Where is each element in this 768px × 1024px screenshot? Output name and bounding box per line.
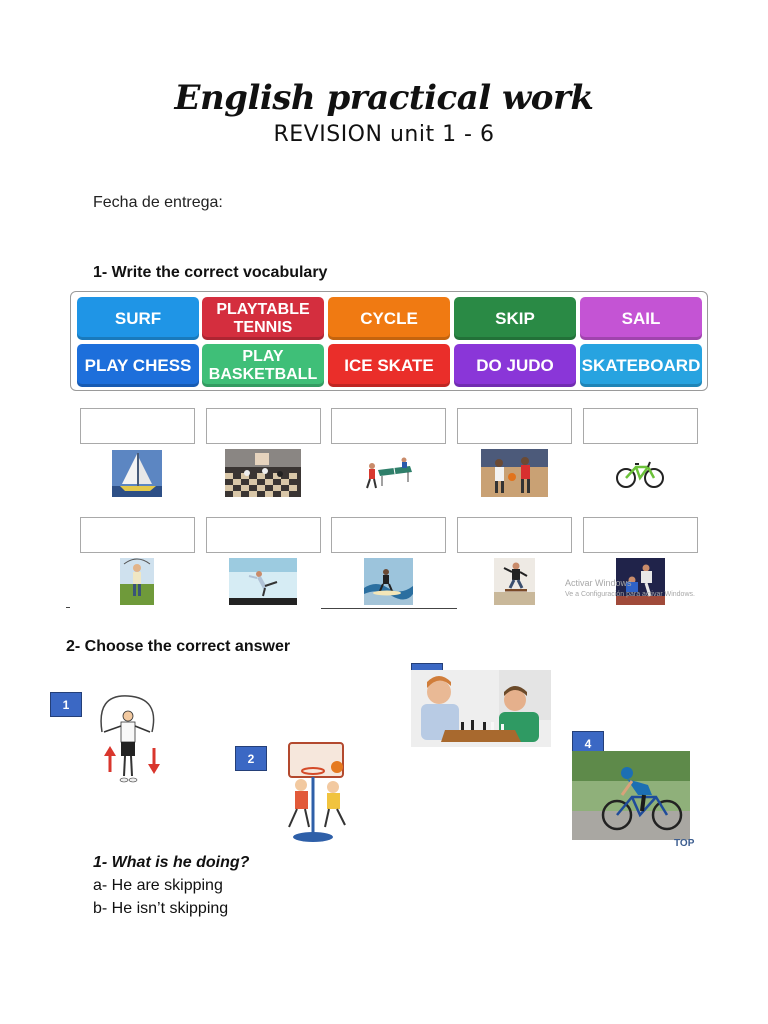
badge-2: 2 bbox=[235, 746, 267, 771]
skateboarding-picture bbox=[494, 558, 535, 605]
answer-box-5[interactable] bbox=[583, 408, 698, 444]
word-chip-play-chess: PLAY CHESS bbox=[77, 344, 199, 387]
table-tennis-picture bbox=[362, 452, 414, 492]
cyclist-photo bbox=[572, 751, 690, 840]
answer-box-8[interactable] bbox=[331, 517, 446, 553]
underline-middle bbox=[321, 608, 457, 609]
badge-4: 4 bbox=[572, 731, 604, 756]
due-date-label: Fecha de entrega: bbox=[93, 194, 223, 211]
chess-picture bbox=[225, 449, 301, 497]
badge-1: 1 bbox=[50, 692, 82, 717]
bicycle-picture bbox=[614, 455, 666, 491]
word-chip-skateboard: SKATEBOARD bbox=[580, 344, 702, 387]
watermark-line1: Activar Windows bbox=[565, 578, 632, 588]
option-a[interactable]: a- He are skipping bbox=[93, 877, 223, 894]
skipping-picture bbox=[120, 558, 154, 605]
document-title: English practical work bbox=[174, 78, 594, 118]
section1-title: 1- Write the correct vocabulary bbox=[93, 264, 328, 281]
option-b[interactable]: b- He isn’t skipping bbox=[93, 900, 229, 917]
answer-box-6[interactable] bbox=[80, 517, 195, 553]
word-chip-ice-skate: ICE SKATE bbox=[328, 344, 450, 387]
word-chip-surf: SURF bbox=[77, 297, 199, 340]
kids-playing-chess-photo bbox=[411, 670, 551, 747]
answer-box-4[interactable] bbox=[457, 408, 572, 444]
answer-box-1[interactable] bbox=[80, 408, 195, 444]
surfing-picture bbox=[364, 558, 413, 605]
word-chip-sail: SAIL bbox=[580, 297, 702, 340]
boy-skipping-illustration bbox=[90, 692, 165, 789]
word-chip-cycle: CYCLE bbox=[328, 297, 450, 340]
sailboat-picture bbox=[112, 450, 162, 497]
question-1: 1- What is he doing? bbox=[93, 854, 250, 871]
answer-box-7[interactable] bbox=[206, 517, 321, 553]
word-bank bbox=[70, 291, 708, 391]
word-chip-do-judo: DO JUDO bbox=[454, 344, 576, 387]
word-chip-play-basketball: PLAY BASKETBALL bbox=[202, 344, 324, 387]
watermark-line2: Ve a Configuración para activar Windows. bbox=[565, 591, 695, 598]
basketball-picture bbox=[481, 449, 548, 497]
word-chip-playtable-tennis: PLAYTABLE TENNIS bbox=[202, 297, 324, 340]
activation-watermark bbox=[565, 578, 695, 600]
section2-title: 2- Choose the correct answer bbox=[66, 638, 291, 655]
ice-skating-picture bbox=[229, 558, 297, 605]
answer-box-2[interactable] bbox=[206, 408, 321, 444]
answer-box-9[interactable] bbox=[457, 517, 572, 553]
document-subtitle: REVISION unit 1 - 6 bbox=[273, 122, 495, 147]
word-chip-skip: SKIP bbox=[454, 297, 576, 340]
underline-left bbox=[66, 607, 70, 608]
kids-basketball-illustration bbox=[271, 741, 367, 847]
top-label: TOP bbox=[674, 838, 695, 849]
answer-box-3[interactable] bbox=[331, 408, 446, 444]
answer-box-10[interactable] bbox=[583, 517, 698, 553]
